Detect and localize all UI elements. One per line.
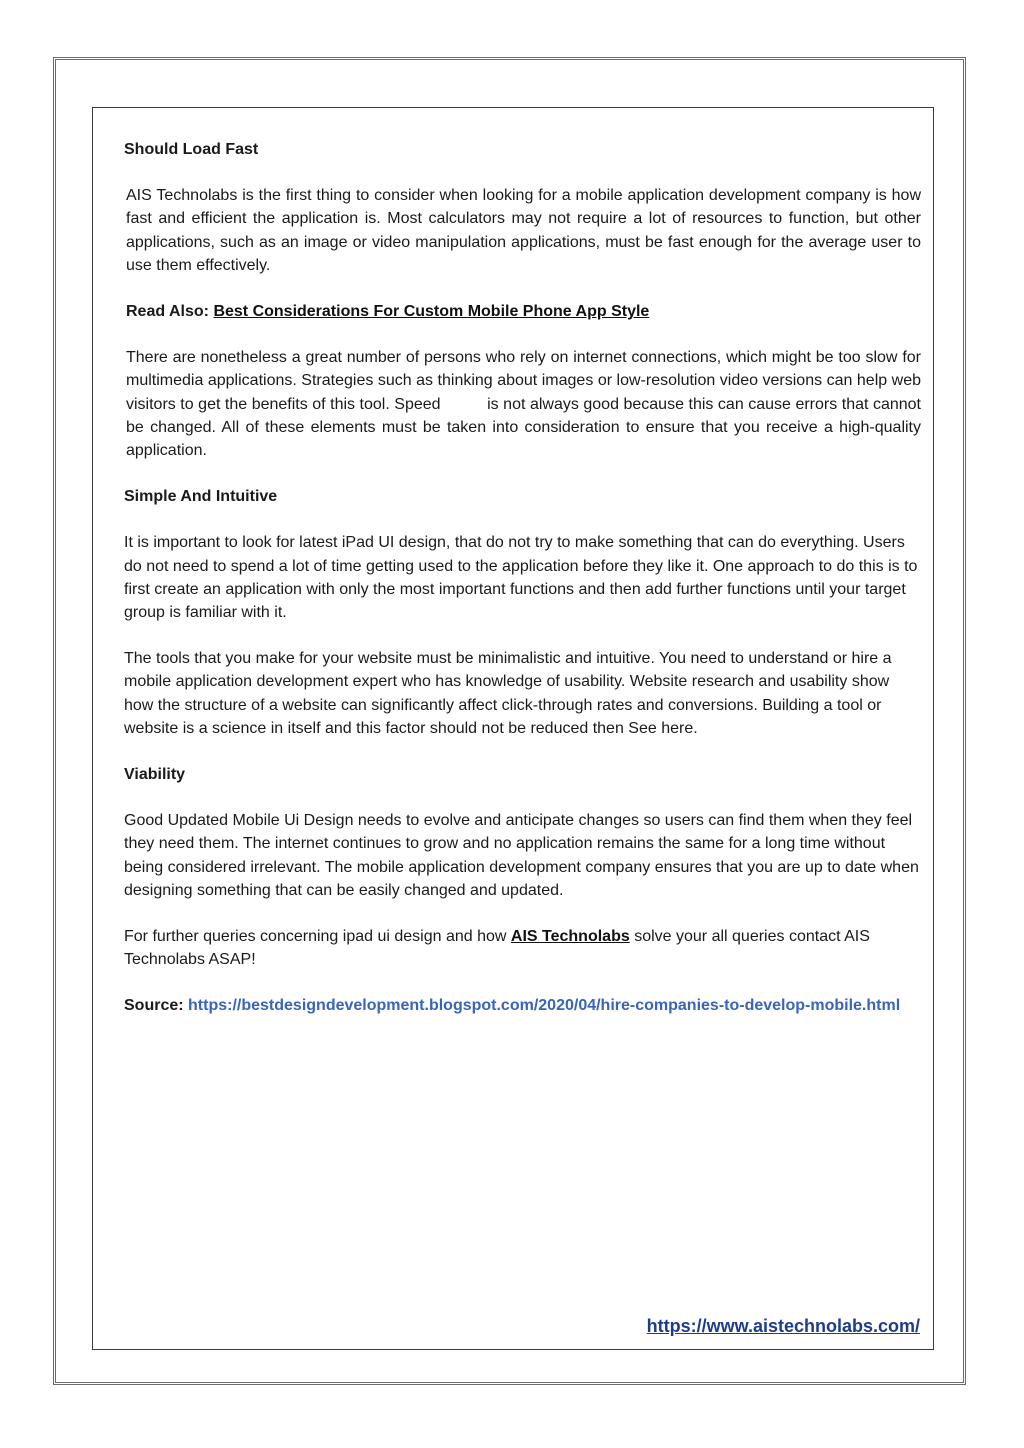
- heading-viability: Viability: [124, 766, 186, 784]
- paragraph-connections-part2: is not always good because this can cause errors that cannot be changed. All of these elements must be taken into consideration to ensure that you receive a high-quality application.: [126, 395, 922, 460]
- paragraph-load-fast: AIS Technolabs is the first thing to consider when looking for a mobile application development company is how fast and efficient the application is. Most calculators may not require a lot of resources to function, but other applications, such as an image or video manipulation applications, must be fast enough for the average user to use them effectively.: [126, 187, 921, 274]
- paragraph-queries-part2: solve your all queries contact AIS Technolabs ASAP!: [124, 928, 870, 969]
- heading-simple-intuitive: Simple And Intuitive: [124, 488, 278, 506]
- read-also-label: Read Also:: [126, 303, 209, 321]
- read-also-line: [124, 300, 921, 323]
- paragraph-ipad-ui: It is important to look for latest iPad UI design, that do not try to make something that can do everything. Users do not need to spend a lot of time getting used to the application before they like it. One approach to do this is to first create an application with only the most important functions and then add further functions until your target group is familiar with it.: [124, 534, 918, 622]
- read-also-link[interactable]: Best Considerations For Custom Mobile Phone App Style: [213, 303, 650, 321]
- source-link[interactable]: https://bestdesigndevelopment.blogspot.com/2020/04/hire-companies-to-develop-mobile.html: [188, 997, 901, 1015]
- footer-website-link[interactable]: https://www.aistechnolabs.com/: [646, 1316, 920, 1336]
- paragraph-tools: The tools that you make for your website must be minimalistic and intuitive. You need to understand or hire a mobile application development expert who has knowledge of usability. Website research and usability show how the structure of a website can significantly affect click-through rates and conversions. Building a tool or website is a science in itself and this factor should not be reduced then See here.: [124, 650, 892, 737]
- document-body: [124, 138, 921, 1041]
- paragraph-viability: Good Updated Mobile Ui Design needs to evolve and anticipate changes so users can find them when they feel they need them. The internet continues to grow and no application remains the same for a long time without being considered irrelevant. The mobile application development company ensures that you are up to date when designing something that can be easily changed and updated.: [124, 812, 919, 899]
- paragraph-queries-part1: For further queries concerning ipad ui design and how: [124, 928, 507, 946]
- paragraph-further-queries: [124, 925, 921, 971]
- paragraph-connections-part1: There are nonetheless a great number of persons who rely on internet connections, which might be too slow for multimedia applications. Strategies such as thinking about images or low-resolution video versions can help web visitors to get the benefits of this tool. Speed: [126, 349, 921, 413]
- ais-technolabs-link[interactable]: AIS Technolabs: [510, 928, 630, 946]
- paragraph-connections: [124, 346, 921, 462]
- source-line: [124, 994, 921, 1017]
- source-label: Source:: [124, 997, 184, 1015]
- heading-should-load-fast: Should Load Fast: [124, 141, 259, 158]
